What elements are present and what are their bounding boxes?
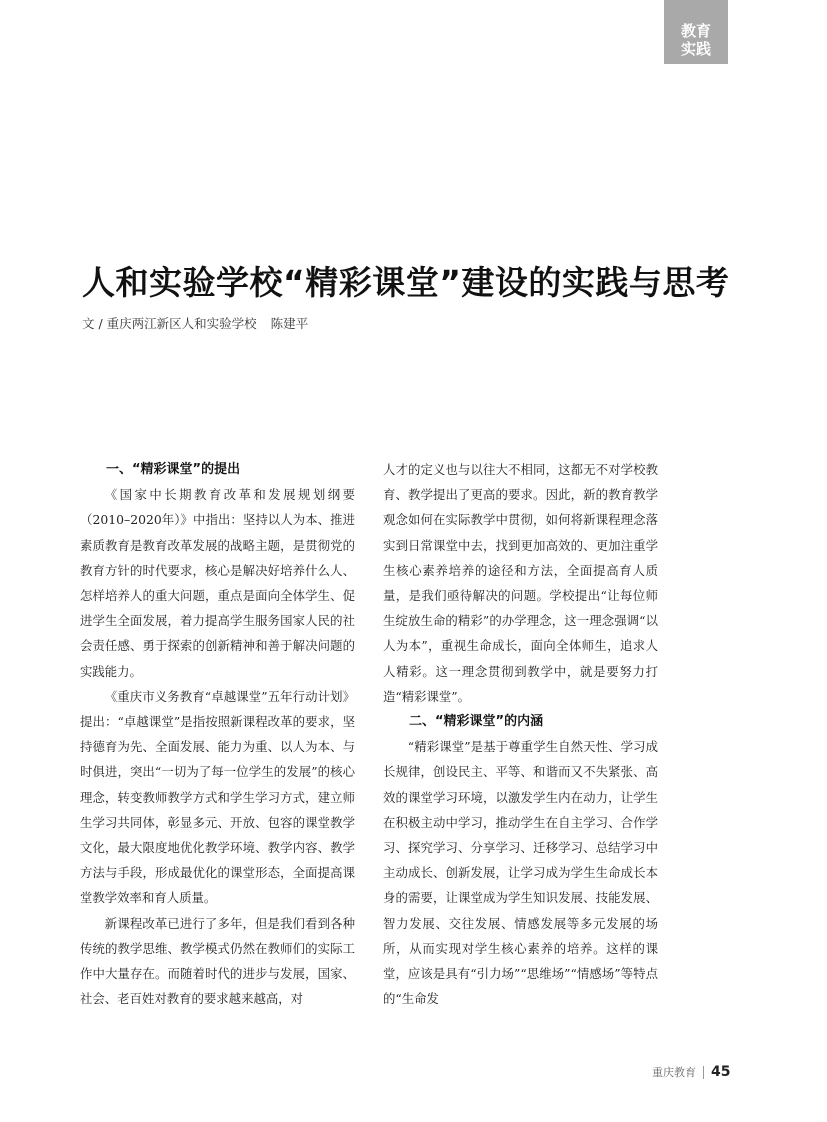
section-heading-1: 一、“精彩课堂”的提出: [106, 462, 241, 477]
section-tab-line2: 实践: [680, 40, 711, 58]
author-name: 陈建平: [270, 316, 309, 331]
byline-prefix: 文 / 重庆两江新区人和实验学校: [82, 316, 257, 331]
page-number: 45: [711, 1064, 731, 1080]
right-column: [383, 457, 658, 1011]
paragraph: 人才的定义也与以往大不相同，这都无不对学校教育、教学提出了更高的要求。因此，新的教育教学观念如何在实际教学中贯彻，如何将新课程理念落实到日常课堂中去，找到更加高效的、更加注重学生核心素养培养的途径和方法，全面提高育人质量，是我们亟待解决的问题。学校提出“让每位师生绽放生命的精彩”的办学理念，这一理念强调“以人为本”，重视生命成长，面向全体师生，追求人人精彩。这一理念贯彻到教学中，就是要努力打造“精彩课堂”。: [383, 462, 658, 704]
article-title: 人和实验学校“精彩课堂”建设的实践与思考: [82, 263, 730, 302]
section-tab: [664, 0, 728, 64]
footer-divider: [703, 1066, 704, 1079]
journal-name: 重庆教育: [652, 1066, 696, 1079]
paragraph: “精彩课堂”是基于尊重学生自然天性、学习成长规律，创设民主、平等、和谐而又不失紧张、高效的课堂学习环境，以激发学生内在动力，让学生在积极主动中学习，推动学生在自主学习、合作学习、探究学习、分享学习、迁移学习、总结学习中主动成长、创新发展，让学习成为学生生命成长本身的需要，让课堂成为学生知识发展、技能发展、智力发展、交往发展、情感发展等多元发展的场所，从而实现对学生核心素养的培养。这样的课堂，应该是具有“引力场”“思维场”“情感场”等特点的“生命发: [383, 739, 658, 1007]
paragraph: 《重庆市义务教育“卓越课堂”五年行动计划》提出：“卓越课堂”是指按照新课程改革的要求，坚持德育为先、全面发展、能力为重、以人为本、与时俱进，突出“一切为了每一位学生的发展”的核心理念，转变教师教学方式和学生学习方式，建立师生学习共同体，彰显多元、开放、包容的课堂教学文化，最大限度地优化教学环境、教学内容、教学方法与手段，形成最优化的课堂形态，全面提高课堂教学效率和育人质量。: [80, 688, 355, 906]
byline: [82, 314, 308, 332]
section-heading-2: 二、“精彩课堂”的内涵: [409, 714, 544, 730]
left-column: [80, 457, 355, 1011]
paragraph: 《国家中长期教育改革和发展规划纲要（2010–2020年）》中指出：坚持以人为本、推进素质教育是教育改革发展的战略主题，是贯彻党的教育方针的时代要求，核心是解决好培养什么人、怎样培养人的重大问题，重点是面向全体学生、促进学生全面发展，着力提高学生服务国家人民的社会责任感、勇于探索的创新精神和善于解决问题的实践能力。: [80, 487, 355, 679]
section-tab-line1: 教育: [680, 22, 711, 40]
paragraph: 新课程改革已进行了多年，但是我们看到各种传统的教学思维、教学模式仍然在教师们的实际工作中大量存在。而随着时代的进步与发展，国家、社会、老百姓对教育的要求越来越高，对: [80, 915, 355, 1007]
page-footer: [652, 1064, 730, 1080]
